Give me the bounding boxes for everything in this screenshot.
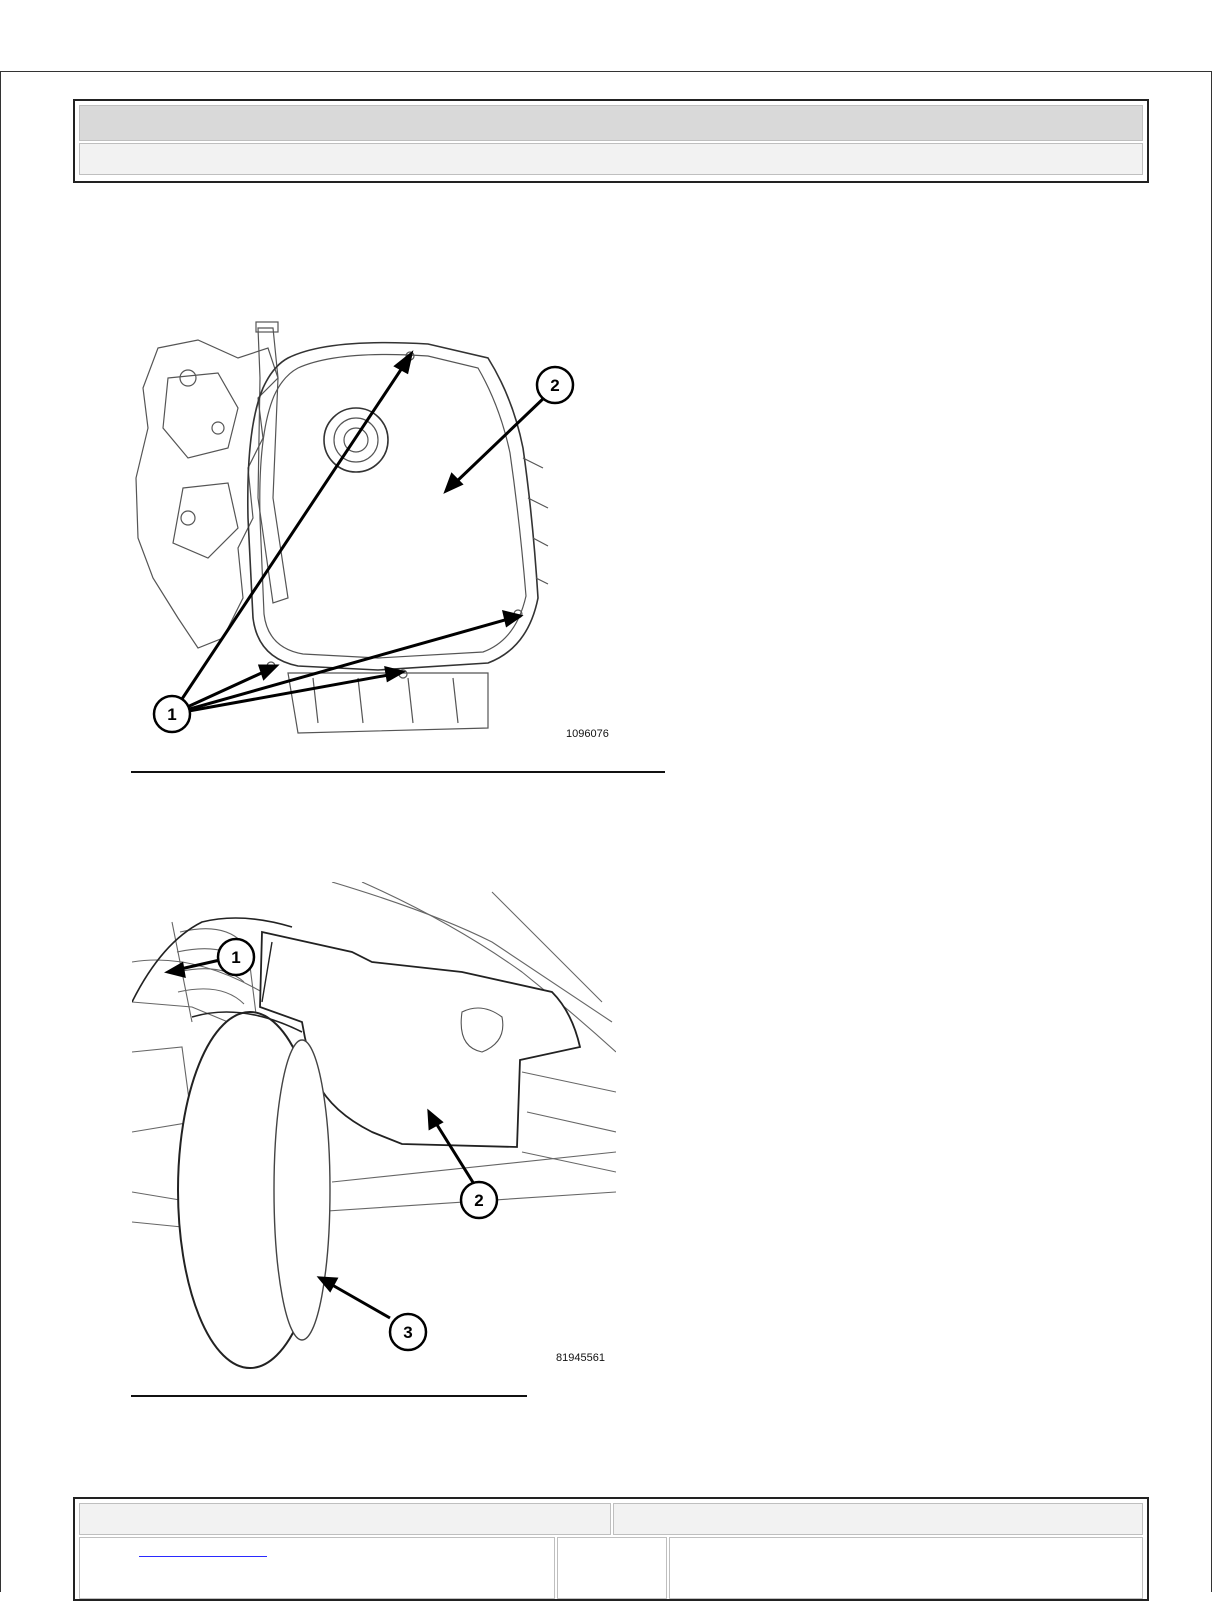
transmission-drawing [128,318,628,750]
figure-2-rule [131,1395,527,1397]
header-subtitle-bar [79,143,1143,175]
document-footer [73,1497,1149,1601]
footer-cell-bottom-left [79,1537,555,1599]
footer-cell-bottom-middle [557,1537,667,1599]
figure-1-id: 1096076 [566,728,609,740]
footer-cell-left [79,1503,611,1535]
figure-1-rule [131,771,665,773]
callout-2 [461,1182,497,1218]
callout-2 [537,367,573,403]
figure-2 [132,882,616,1370]
figure-1 [128,318,628,750]
header-title-bar [79,105,1143,141]
svg-text:3: 3 [403,1323,413,1342]
svg-text:1: 1 [167,705,177,724]
callout-1 [154,696,190,732]
document-header [73,99,1149,183]
svg-text:2: 2 [474,1191,484,1210]
callout-3 [390,1314,426,1350]
callout-1 [218,939,254,975]
wheel-shield-drawing [132,882,616,1370]
tire [178,1012,330,1368]
svg-text:1: 1 [231,948,241,967]
figure-2-id: 81945561 [556,1352,605,1364]
footer-cell-right [613,1503,1143,1535]
svg-text:2: 2 [550,376,560,395]
footer-link[interactable] [139,1556,267,1557]
footer-cell-bottom-right [669,1537,1143,1599]
